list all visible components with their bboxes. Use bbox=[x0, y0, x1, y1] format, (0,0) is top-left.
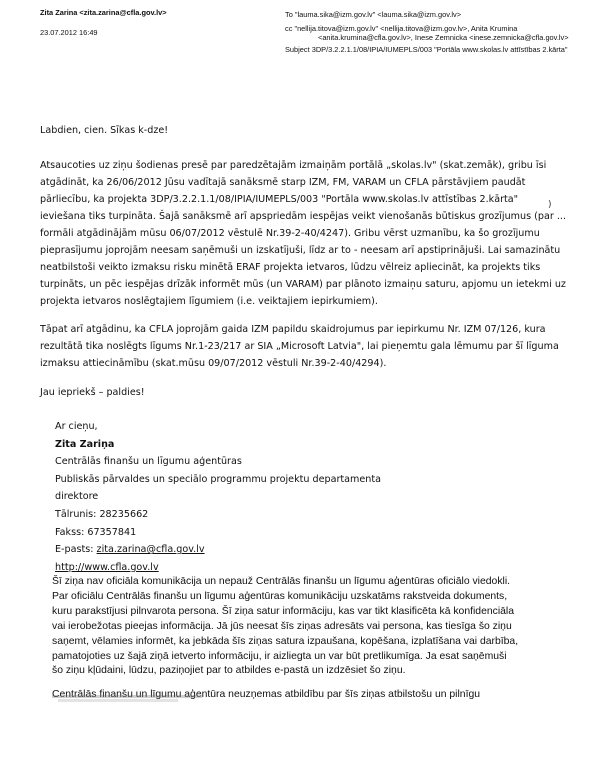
signature-website-row bbox=[55, 559, 381, 577]
recipient-to: To "lauma.sika@izm.gov.lv" <lauma.sika@izm.gov.lv> bbox=[285, 10, 462, 19]
sender: Zita Zarina <zita.zarina@cfla.gov.lv> bbox=[40, 8, 167, 17]
paragraph-2 bbox=[40, 321, 580, 372]
disclaimer-line: saņemt, vēlamies informēt, ka jebkāda šīs ziņas satura izpaušana, kopēšana, izplatīšana vai darbība, bbox=[52, 635, 519, 647]
disclaimer-line: pamatojoties uz šajā ziņā ietverto informāciju, ir aizliegta un var būt pretlikumīga. Ja esat saņēmuši bbox=[52, 650, 507, 662]
signature-email-label: E-pasts: bbox=[55, 544, 97, 556]
footer-cut-line: Centrālās finanšu un līgumu aģentūra neuzņemas atbildību par šīs ziņas atbilstošu un pilnīgu bbox=[52, 689, 481, 700]
signature-closing: Ar cieņu, bbox=[55, 421, 98, 432]
recipient-cc-line-1: cc "nellija.titova@izm.gov.lv" <nellija.titova@izm.gov.lv>, Anita Krumina bbox=[285, 24, 518, 33]
paragraph-line: ieviešana tiks turpināta. Šajā sanāksmē arī apspriedām iespējas veikt vienošanās būtiskus grozījumus (par ... bbox=[40, 211, 566, 222]
paragraph-line: atgādināt, ka 26/06/2012 Jūsu vadītajā sanāksmē starp IZM, FM, VARAM un CFLA pārstāvjiem paudāt bbox=[40, 177, 526, 188]
signature-organization: Centrālās finanšu un līgumu aģentūras bbox=[55, 456, 242, 468]
paragraph-line: pieprasījumu joprojām neesam saņēmuši un izskatījuši, līdz ar to - neesam arī apstiprinājuši. Lai samazinātu bbox=[40, 245, 561, 256]
recipient-cc-line-2: <anita.krumina@cfla.gov.lv>, Inese Zemnicka <inese.zemnicka@cfla.gov.lv> bbox=[318, 33, 569, 42]
scan-smudge bbox=[52, 688, 572, 704]
paragraph-line: rezultātā tika noslēgts līgums Nr.1-23/217 ar SIA „Microsoft Latvia", lai pieņemtu gala lēmumu par šī līguma bbox=[40, 341, 559, 352]
paragraph-line: neatbilstoši veikto izmaksu risku minētā ERAF projekta ietvaros, lūdzu vēlreiz apliecināt, ka projekts tiks bbox=[40, 262, 541, 273]
signature-name: Zita Zariņa bbox=[55, 438, 115, 450]
disclaimer-line: kuru parakstījusi pilnvarota persona. Šī ziņa satur informāciju, kas var tikt klasificēta kā konfidenciāla bbox=[52, 605, 515, 617]
signature-department: Publiskās pārvaldes un speciālo programmu projektu departamenta bbox=[55, 473, 382, 485]
paragraph-line: Atsaucoties uz ziņu šodienas presē par paredzētajām izmaiņām portālā „skolas.lv" (skat.zemāk), gribu īsi bbox=[40, 160, 547, 171]
paragraph-line: izmaksu attiecināmību (skat.mūsu 09/07/2012 vēstuli Nr.39-2-40/4294). bbox=[40, 358, 387, 369]
signature-phone: Tālrunis: 28235662 bbox=[55, 508, 149, 520]
thanks-line: Jau iepriekš – paldies! bbox=[40, 387, 145, 398]
disclaimer-line: Par oficiālu Centrālās finanšu un līgumu aģentūras komunikāciju uzskatāms rakstveida dokuments, bbox=[52, 590, 508, 602]
paragraph-line: pārliecību, ka projekta 3DP/3.2.2.1.1/08/IPIA/IUMEPLS/003 "Portāla www.skolas.lv attīstības 2.kārta" bbox=[40, 194, 519, 205]
signature-email-link[interactable]: zita.zarina@cfla.gov.lv bbox=[96, 544, 205, 556]
signature-block bbox=[55, 418, 381, 576]
signature-fax: Fakss: 67357841 bbox=[55, 526, 137, 538]
signature-email-row bbox=[55, 541, 381, 559]
email-subject: Subject 3DP/3.2.2.1.1/08/IPIA/IUMEPLS/003 "Portāla www.skolas.lv attīstības 2.kārta" bbox=[285, 45, 568, 54]
scan-mark: ) bbox=[548, 200, 552, 210]
smudge-stroke bbox=[58, 699, 178, 702]
disclaimer bbox=[52, 575, 592, 679]
disclaimer-line: Šī ziņa nav oficiāla komunikācija un nepauž Centrālās finanšu un līgumu aģentūras oficiālo viedokli. bbox=[52, 576, 511, 587]
greeting: Labdien, cien. Sīkas k-dze! bbox=[40, 125, 169, 136]
paragraph-line: Tāpat arī atgādinu, ka CFLA joprojām gaida IZM papildu skaidrojumus par iepirkumu Nr. IZM 07/126, kura bbox=[40, 324, 546, 335]
signature-role: direktore bbox=[55, 491, 99, 503]
disclaimer-line: vai ierobežotas pieejas informācija. Jā jūs neesat šīs ziņas adresāts vai persona, kas tiesīga šo ziņu bbox=[52, 620, 512, 632]
signature-website-link[interactable]: http://www.cfla.gov.lv bbox=[55, 561, 159, 573]
paragraph-1 bbox=[40, 157, 580, 310]
paragraph-line: turpināts, un pēc iespējas drīzāk informēt mūs (un VARAM) par plānoto izmaiņu saturu, apjomu un ietekmi uz bbox=[40, 279, 566, 290]
sent-date: 23.07.2012 16:49 bbox=[40, 28, 98, 37]
paragraph-line: formāli atgādinājām mūsu 06/07/2012 vēstulē Nr.39-2-40/4247). Gribu vērst uzmanību, ka šo grozījumu bbox=[40, 228, 540, 239]
smudge-stroke bbox=[52, 695, 202, 698]
disclaimer-line: šo ziņu kļūdaini, lūdzu, paziņojiet par to atbildes e-pastā un izdzēsiet šo ziņu. bbox=[52, 665, 406, 677]
paragraph-line: projekta ietvaros noslēgtajiem līgumiem (i.e. veiktajiem iepirkumiem). bbox=[40, 296, 378, 307]
